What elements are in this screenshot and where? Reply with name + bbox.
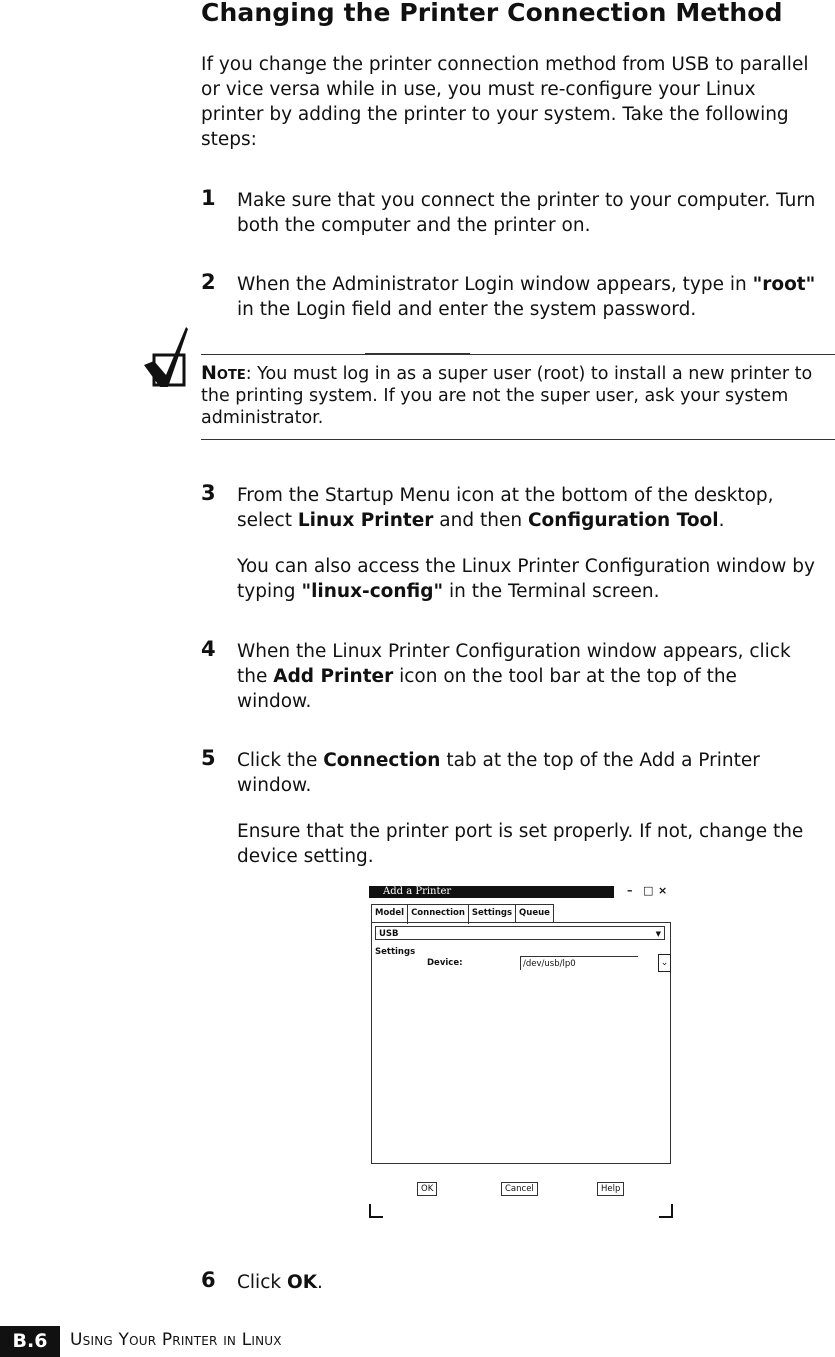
note-top-rule: [201, 354, 835, 355]
ok-button[interactable]: OK: [417, 1182, 437, 1196]
step-text: From the Startup Menu icon at the bottom of the desktop, select Linux Printer and then Configuration Tool.: [237, 485, 774, 531]
dialog-titlebar: [369, 886, 614, 898]
step-number: 4: [201, 637, 216, 661]
chevron-down-icon: ⌄: [660, 958, 669, 968]
close-icon[interactable]: ×: [658, 884, 668, 897]
step-number: 2: [201, 270, 216, 294]
intro-paragraph: If you change the printer connection method from USB to parallel or vice versa while in use, you must re-configure your Linux printer by adding the printer to your system. Take the following steps:: [201, 54, 809, 150]
note-bottom-rule: [201, 439, 835, 440]
connection-panel: [371, 922, 671, 1164]
device-label: Device:: [427, 958, 463, 968]
page-number-badge: B.6: [0, 1326, 60, 1357]
device-dropdown-button[interactable]: [658, 954, 671, 972]
dialog-title: Add a Printer: [383, 886, 452, 897]
step-3-subtext: You can also access the Linux Printer Configuration window by typing "linux-config" in the Terminal screen.: [237, 556, 815, 602]
note-box: [201, 362, 821, 429]
tab-settings[interactable]: Settings: [468, 904, 516, 923]
tab-model[interactable]: Model: [371, 904, 408, 923]
checkmark-icon: [140, 325, 198, 393]
connection-type-select[interactable]: [375, 926, 665, 940]
step-number: 6: [201, 1268, 216, 1292]
step-number: 3: [201, 481, 216, 505]
step-text: When the Administrator Login window appears, type in "root" in the Login field and enter the system password.: [237, 274, 816, 320]
step-text: When the Linux Printer Configuration window appears, click the Add Printer icon on the tool bar at the top of the window.: [237, 641, 791, 712]
step-text: Click OK.: [237, 1272, 323, 1293]
footer-chapter-title: Using Your Printer in Linux: [70, 1330, 282, 1350]
minimize-icon[interactable]: –: [627, 884, 633, 897]
help-button[interactable]: Help: [597, 1182, 624, 1196]
step-5-subtext: Ensure that the printer port is set properly. If not, change the device setting.: [237, 821, 804, 867]
connection-type-value: USB: [379, 929, 399, 939]
tab-queue[interactable]: Queue: [515, 904, 554, 923]
add-printer-dialog: [365, 882, 677, 1222]
device-input[interactable]: /dev/usb/lp0: [520, 956, 638, 970]
step-number: 1: [201, 186, 216, 210]
tab-connection[interactable]: Connection: [407, 904, 469, 924]
note-label: Note: [201, 362, 246, 384]
note-text: : You must log in as a super user (root) to install a new printer to the printing system. If you are not the super user, ask your system administrator.: [201, 364, 813, 428]
step-text: Make sure that you connect the printer to your computer. Turn both the computer and the printer on.: [237, 190, 816, 236]
step-number: 5: [201, 746, 216, 770]
page-title: Changing the Printer Connection Method: [201, 0, 783, 27]
frame-corner-right: [659, 1204, 673, 1218]
maximize-icon[interactable]: □: [643, 884, 654, 897]
settings-label: Settings: [375, 947, 416, 957]
dialog-tabs: [371, 904, 553, 922]
cancel-button[interactable]: Cancel: [501, 1182, 538, 1196]
chevron-down-icon: ▼: [655, 930, 661, 938]
frame-corner-left: [369, 1204, 383, 1218]
step-text: Click the Connection tab at the top of the Add a Printer window.: [237, 750, 760, 796]
